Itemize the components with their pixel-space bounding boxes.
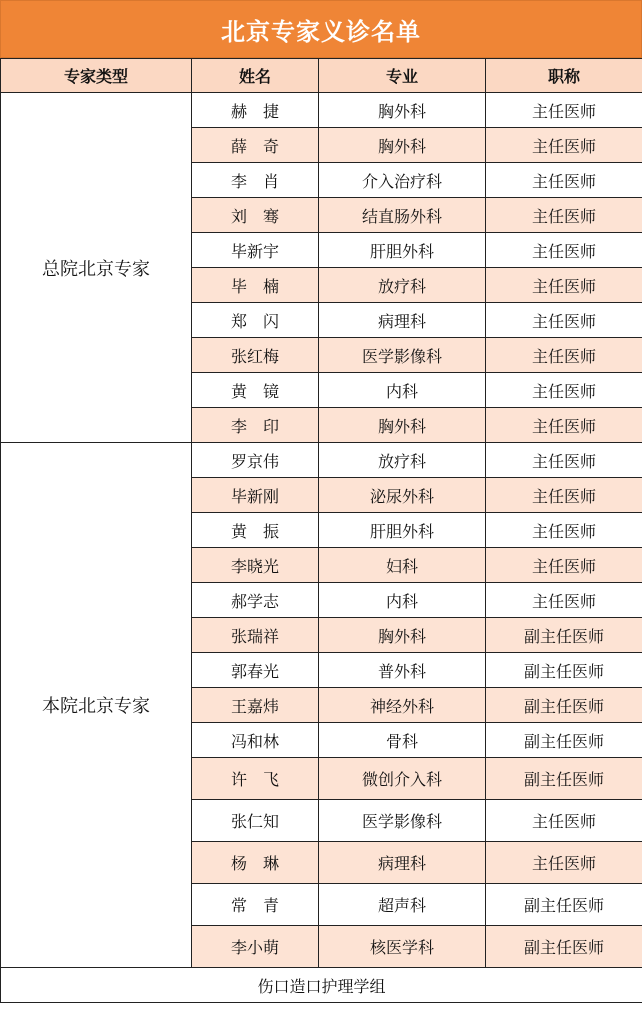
cell-name: 郝学志 xyxy=(192,583,319,618)
cell-specialty: 泌尿外科 xyxy=(319,478,486,513)
cell-name: 李小萌 xyxy=(192,926,319,968)
cell-name: 杨 琳 xyxy=(192,842,319,884)
cell-specialty: 肝胆外科 xyxy=(319,233,486,268)
cell-rank: 主任医师 xyxy=(486,548,642,583)
cell-rank: 副主任医师 xyxy=(486,884,642,926)
cell-specialty: 医学影像科 xyxy=(319,338,486,373)
cell-rank: 主任医师 xyxy=(486,443,642,478)
cell-name: 王嘉炜 xyxy=(192,688,319,723)
cell-specialty: 介入治疗科 xyxy=(319,163,486,198)
cell-specialty: 胸外科 xyxy=(319,128,486,163)
cell-specialty: 超声科 xyxy=(319,884,486,926)
cell-rank: 副主任医师 xyxy=(486,758,642,800)
cell-specialty: 肝胆外科 xyxy=(319,513,486,548)
cell-specialty: 妇科 xyxy=(319,548,486,583)
cell-name: 李 印 xyxy=(192,408,319,443)
header-type: 专家类型 xyxy=(1,59,192,93)
footer-text: 伤口造口护理学组 xyxy=(1,968,642,1003)
cell-name: 薛 奇 xyxy=(192,128,319,163)
header-specialty: 专业 xyxy=(319,59,486,93)
cell-rank: 主任医师 xyxy=(486,408,642,443)
cell-rank: 主任医师 xyxy=(486,800,642,842)
cell-rank: 主任医师 xyxy=(486,198,642,233)
cell-specialty: 病理科 xyxy=(319,303,486,338)
header-name: 姓名 xyxy=(192,59,319,93)
table-row xyxy=(1,93,642,128)
cell-specialty: 结直肠外科 xyxy=(319,198,486,233)
cell-specialty: 核医学科 xyxy=(319,926,486,968)
cell-rank: 主任医师 xyxy=(486,268,642,303)
cell-rank: 主任医师 xyxy=(486,303,642,338)
cell-name: 郭春光 xyxy=(192,653,319,688)
cell-name: 常 青 xyxy=(192,884,319,926)
cell-rank: 主任医师 xyxy=(486,128,642,163)
cell-specialty: 神经外科 xyxy=(319,688,486,723)
cell-rank: 副主任医师 xyxy=(486,926,642,968)
cell-specialty: 医学影像科 xyxy=(319,800,486,842)
footer-row xyxy=(1,968,642,1003)
header-row xyxy=(1,59,642,93)
group-label: 本院北京专家 xyxy=(1,443,192,968)
cell-name: 李晓光 xyxy=(192,548,319,583)
cell-specialty: 病理科 xyxy=(319,842,486,884)
cell-rank: 副主任医师 xyxy=(486,618,642,653)
cell-rank: 主任医师 xyxy=(486,338,642,373)
cell-specialty: 内科 xyxy=(319,583,486,618)
cell-specialty: 胸外科 xyxy=(319,408,486,443)
cell-name: 毕新宇 xyxy=(192,233,319,268)
cell-name: 李 肖 xyxy=(192,163,319,198)
cell-name: 赫 捷 xyxy=(192,93,319,128)
cell-rank: 主任医师 xyxy=(486,842,642,884)
cell-rank: 主任医师 xyxy=(486,93,642,128)
cell-name: 郑 闪 xyxy=(192,303,319,338)
cell-name: 毕 楠 xyxy=(192,268,319,303)
table-row xyxy=(1,443,642,478)
cell-rank: 副主任医师 xyxy=(486,688,642,723)
cell-name: 张仁知 xyxy=(192,800,319,842)
cell-rank: 主任医师 xyxy=(486,163,642,198)
cell-specialty: 放疗科 xyxy=(319,443,486,478)
cell-name: 毕新刚 xyxy=(192,478,319,513)
cell-name: 黄 镜 xyxy=(192,373,319,408)
cell-name: 刘 骞 xyxy=(192,198,319,233)
expert-table xyxy=(0,58,642,1003)
page-title: 北京专家义诊名单 xyxy=(0,0,642,58)
cell-specialty: 胸外科 xyxy=(319,618,486,653)
cell-rank: 主任医师 xyxy=(486,583,642,618)
cell-name: 黄 振 xyxy=(192,513,319,548)
cell-specialty: 放疗科 xyxy=(319,268,486,303)
cell-specialty: 胸外科 xyxy=(319,93,486,128)
cell-rank: 主任医师 xyxy=(486,513,642,548)
cell-name: 冯和林 xyxy=(192,723,319,758)
cell-rank: 主任医师 xyxy=(486,373,642,408)
group-label: 总院北京专家 xyxy=(1,93,192,443)
cell-rank: 副主任医师 xyxy=(486,723,642,758)
cell-rank: 副主任医师 xyxy=(486,653,642,688)
cell-specialty: 骨科 xyxy=(319,723,486,758)
cell-specialty: 内科 xyxy=(319,373,486,408)
cell-specialty: 普外科 xyxy=(319,653,486,688)
cell-specialty: 微创介入科 xyxy=(319,758,486,800)
cell-name: 许 飞 xyxy=(192,758,319,800)
cell-name: 张红梅 xyxy=(192,338,319,373)
cell-rank: 主任医师 xyxy=(486,233,642,268)
cell-name: 张瑞祥 xyxy=(192,618,319,653)
header-rank: 职称 xyxy=(486,59,642,93)
cell-name: 罗京伟 xyxy=(192,443,319,478)
table-body xyxy=(1,93,642,968)
cell-rank: 主任医师 xyxy=(486,478,642,513)
